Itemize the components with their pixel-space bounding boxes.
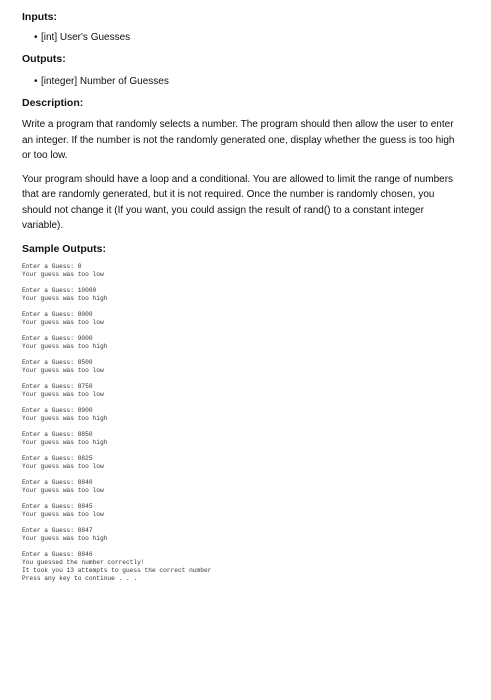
- console-line: Your guess was too high: [22, 438, 108, 446]
- console-line: Your guess was too low: [22, 366, 104, 374]
- inputs-item: • [int] User's Guesses: [22, 31, 463, 44]
- console-block: [22, 311, 463, 327]
- console-block: [22, 263, 463, 279]
- console-line: Enter a Guess: 8825: [22, 454, 93, 462]
- inputs-list: [22, 31, 463, 44]
- console-output: [22, 263, 463, 583]
- console-line: Your guess was too low: [22, 510, 104, 518]
- console-block: [22, 335, 463, 351]
- console-block: [22, 527, 463, 543]
- console-line: Your guess was too low: [22, 390, 104, 398]
- console-line: Your guess was too low: [22, 462, 104, 470]
- console-line: Enter a Guess: 8000: [22, 310, 93, 318]
- console-line: Your guess was too low: [22, 318, 104, 326]
- console-line: Your guess was too high: [22, 342, 108, 350]
- outputs-heading: Outputs:: [22, 53, 66, 65]
- console-block: [22, 455, 463, 471]
- console-line: Enter a Guess: 8850: [22, 430, 93, 438]
- outputs-item: • [integer] Number of Guesses: [22, 75, 463, 88]
- console-line: Your guess was too high: [22, 534, 108, 542]
- console-line: Your guess was too high: [22, 414, 108, 422]
- console-line: Enter a Guess: 8845: [22, 502, 93, 510]
- console-block: [22, 359, 463, 375]
- description-section: [22, 97, 463, 234]
- inputs-section: [22, 11, 463, 44]
- description-paragraph: Write a program that randomly selects a number. The program should then allow the user to enter an integer. If the number is not the randomly generated one, display whether the guess is too high or too low.: [22, 119, 455, 161]
- outputs-section: [22, 53, 463, 88]
- console-line: Your guess was too high: [22, 294, 108, 302]
- description-paragraph: Your program should have a loop and a conditional. You are allowed to limit the range of numbers that are randomly generated, but it is not required. Once the number is randomly chosen, you should not change it (If you want, you could assign the result of rand() to a constant integer variable).: [22, 173, 454, 231]
- console-line: Enter a Guess: 8750: [22, 382, 93, 390]
- console-block: [22, 503, 463, 519]
- sample-outputs-section: [22, 243, 463, 583]
- sample-outputs-heading: Sample Outputs:: [22, 242, 107, 255]
- console-line: Enter a Guess: 8840: [22, 478, 93, 486]
- console-line: It took you 13 attempts to guess the correct number: [22, 566, 212, 574]
- console-line: Enter a Guess: 8846: [22, 550, 93, 558]
- console-line: Enter a Guess: 8500: [22, 358, 93, 366]
- console-block: [22, 431, 463, 447]
- console-line: Press any key to continue . . .: [22, 574, 138, 582]
- console-block: [22, 407, 463, 423]
- console-line: Enter a Guess: 8900: [22, 406, 93, 414]
- console-line: Your guess was too low: [22, 486, 104, 494]
- console-block: [22, 551, 463, 583]
- console-block: [22, 479, 463, 495]
- inputs-heading: Inputs:: [22, 11, 57, 23]
- console-line: Enter a Guess: 8847: [22, 526, 93, 534]
- console-line: Enter a Guess: 9000: [22, 334, 93, 342]
- console-block: [22, 287, 463, 303]
- outputs-list: [22, 75, 463, 88]
- console-line: Your guess was too low: [22, 270, 104, 278]
- description-heading: Description:: [22, 97, 84, 109]
- console-line: You guessed the number correctly!: [22, 558, 145, 566]
- console-line: Enter a Guess: 10000: [22, 286, 97, 294]
- console-block: [22, 383, 463, 399]
- console-line: Enter a Guess: 0: [22, 262, 82, 270]
